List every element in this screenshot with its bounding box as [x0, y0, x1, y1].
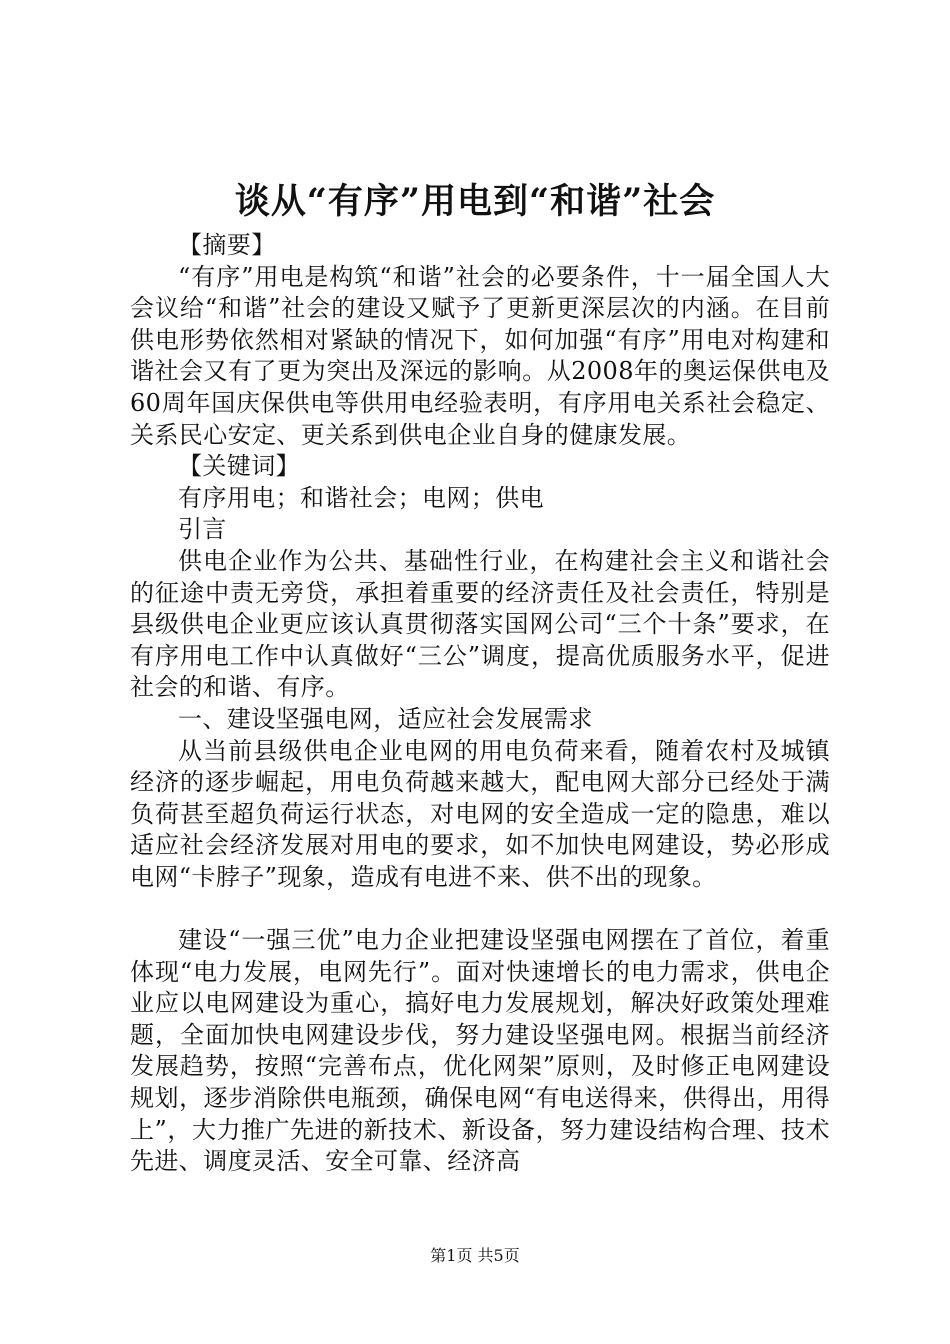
intro-paragraph: 供电企业作为公共、基础性行业，在构建社会主义和谐社会的征途中责无旁贷，承担着重要的经济责任及社会责任，特别是县级供电企业更应该认真贯彻落实国网公司“三个十条”要求，在有序用电工作中认真做好“三公”调度，提高优质服务水平，促进社会的和谐、有序。: [130, 546, 830, 702]
page-number-footer: 第1页 共5页: [430, 1246, 520, 1265]
intro-heading: 引言: [178, 515, 227, 544]
keywords-heading: 【关键词】: [178, 452, 300, 481]
section1-paragraph-2: 建设“一强三优”电力企业把建设坚强电网摆在了首位，着重体现“电力发展，电网先行”。面对快速增长的电力需求，供电企业应以电网建设为重心，搞好电力发展规划，解决好政策处理难题，全面加快电网建设步伐，努力建设坚强电网。根据当前经济发展趋势，按照“完善布点，优化网架”原则，及时修正电网建设规划，逐步消除供电瓶颈，确保电网“有电送得来，供得出，用得上”，大力推广先进的新技术、新设备，努力建设结构合理、技术先进、调度灵活、安全可靠、经济高: [130, 926, 830, 1176]
document-body: [130, 230, 830, 1178]
document-title: 谈从“有序”用电到“和谐”社会: [234, 181, 716, 222]
section1-paragraph-1: 从当前县级供电企业电网的用电负荷来看，随着农村及城镇经济的逐步崛起，用电负荷越来越大，配电网大部分已经处于满负荷甚至超负荷运行状态，对电网的安全造成一定的隐患，难以适应社会经济发展对用电的要求，如不加快电网建设，势必形成电网“卡脖子”现象，造成有电进不来、供不出的现象。: [130, 736, 830, 891]
keywords-paragraph: 有序用电；和谐社会；电网；供电: [178, 483, 544, 512]
abstract-paragraph: “有序”用电是构筑“和谐”社会的必要条件，十一届全国人大会议给“和谐”社会的建设又赋予了更新更深层次的内涵。在目前供电形势依然相对紧缺的情况下，如何加强“有序”用电对构建和谐社会又有了更为突出及深远的影响。从2008年的奥运保供电及60周年国庆保供电等供用电经验表明，有序用电关系社会稳定、关系民心安定、更关系到供电企业自身的健康发展。: [130, 262, 830, 449]
paragraph-spacer: [130, 893, 830, 925]
section1-heading: 一、建设坚强电网，适应社会发展需求: [178, 704, 593, 733]
abstract-heading: 【摘要】: [178, 231, 276, 259]
